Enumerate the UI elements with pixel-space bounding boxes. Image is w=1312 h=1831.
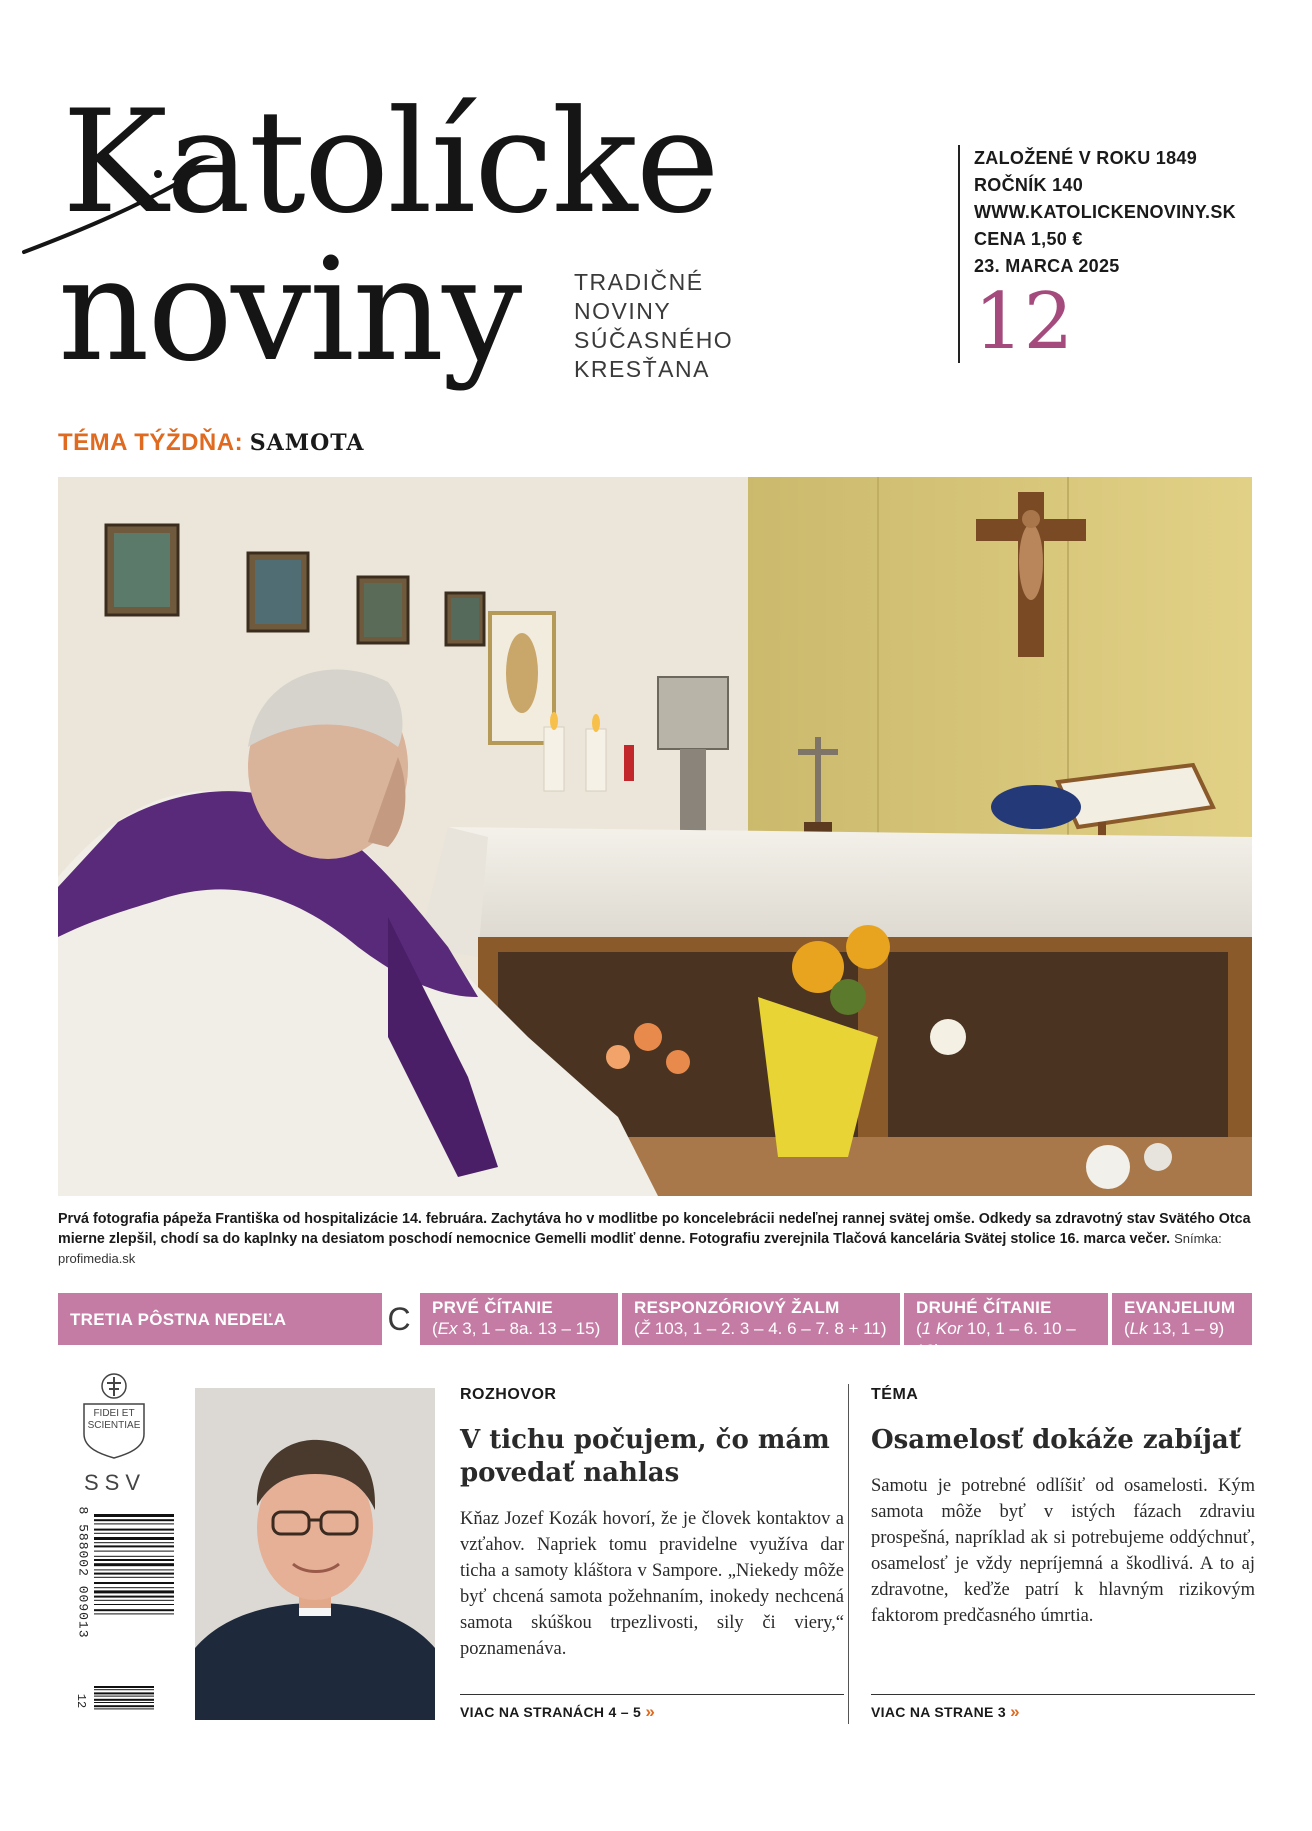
barcode-addon-bar	[94, 1702, 154, 1703]
publisher-logo-initials: SSV	[83, 1470, 147, 1495]
barcode-addon: 12	[74, 1693, 89, 1709]
liturgy-bar	[58, 1293, 1252, 1360]
reading-book: Lk	[1129, 1319, 1148, 1338]
barcode-addon-bar	[94, 1686, 154, 1688]
theme-of-week	[58, 428, 364, 458]
liturgy-reading-1	[420, 1293, 618, 1345]
barcode-number: 8 588002 009013	[75, 1506, 91, 1639]
barcode-addon-bar	[94, 1692, 154, 1694]
publisher-logo	[72, 1370, 182, 1520]
masthead-tagline	[574, 268, 802, 384]
barcode-bar	[94, 1604, 174, 1605]
tagline-line: TRADIČNÉ NOVINY	[574, 269, 704, 324]
article-interview[interactable]	[460, 1386, 844, 1726]
article-theme[interactable]	[871, 1386, 1255, 1726]
barcode-bar	[94, 1529, 174, 1531]
issue-info	[958, 145, 1288, 367]
barcode-bar	[94, 1537, 174, 1540]
barcode-bar	[94, 1545, 174, 1547]
reading-book: Ex	[437, 1319, 458, 1338]
reading-book: 1 Kor	[921, 1319, 963, 1338]
article-kicker: ROZHOVOR	[460, 1386, 557, 1403]
reading-label: RESPONZÓRIOVÝ ŽALM	[634, 1298, 840, 1317]
masthead	[22, 80, 802, 412]
article-headline[interactable]: Osamelosť dokáže zabíjať	[871, 1425, 1241, 1455]
photo-credit: Snímka: profimedia.sk	[58, 1231, 1222, 1266]
issue-price: CENA 1,50 €	[974, 229, 1083, 249]
barcode-bar	[94, 1542, 174, 1543]
barcode-bar	[94, 1600, 174, 1601]
barcode-bar	[94, 1559, 174, 1561]
barcode-bar	[94, 1563, 174, 1566]
cover-photo-illustration	[58, 477, 1252, 1196]
article-kicker: TÉMA	[871, 1386, 919, 1403]
column-divider	[848, 1384, 849, 1724]
reading-reference: (Ž 103, 1 – 2. 3 – 4. 6 – 7. 8 + 11)	[634, 1319, 887, 1338]
article-body: Kňaz Jozef Kozák hovorí, že je človek kontaktov a vzťahov. Napriek tomu pravidelne využíva dar ticha a samoty kláštora v Sampore. „Niekedy môže byť chcená samota požehnaním, inokedy nechcená samota skúškou trpezlivosti, sily či viery,“ poznamenáva.	[460, 1509, 844, 1659]
photo-caption-text: Prvá fotografia pápeža Františka od hospitalizácie 14. februára. Zachytáva ho v modlitbe po koncelebrácii nedeľnej rannej svätej omše. Odkedy sa zdravotný stav Svätého Otca mierne zlepšil, chodí sa do kaplnky na desiatom poschodí nemocnice Gemelli modliť denne. Fotografiu zverejnila Tlačová kancelária Svätej stolice 16. marca večer.	[58, 1211, 1251, 1247]
chevron-right-icon: »	[645, 1702, 656, 1721]
masthead-title-line2: noviny	[58, 228, 521, 393]
barcode-bar	[94, 1573, 174, 1575]
tagline-line: SÚČASNÉHO	[574, 327, 734, 353]
issue-volume: ROČNÍK 140	[974, 175, 1084, 195]
barcode-bar	[94, 1577, 174, 1578]
barcode-bar	[94, 1519, 174, 1521]
reading-label: DRUHÉ ČÍTANIE	[916, 1298, 1052, 1317]
barcode-bar	[94, 1551, 174, 1552]
barcode	[72, 1506, 182, 1715]
reading-ref: 13, 1 – 9)	[1147, 1319, 1225, 1338]
barcode-bar	[94, 1609, 174, 1611]
reading-ref: 103, 1 – 2. 3 – 4. 6 – 7. 8 + 11)	[650, 1319, 887, 1338]
priest-portrait	[195, 1388, 435, 1720]
cover-photo	[58, 477, 1252, 1196]
reading-book: Ž	[639, 1319, 651, 1338]
liturgy-reading-2	[622, 1293, 900, 1345]
article-more-text: VIAC NA STRANE 3	[871, 1704, 1006, 1720]
article-body: Samotu je potrebné odlíšiť od osamelosti. Kým samota môže byť v istých fázach zdraviu prospešná, napríklad ak si potrebujeme oddýchnuť, osamelosť je vždy nepríjemná a škodlivá. A to aj zdravotne, keďže patrí k hlavným rizikovým faktorom predčasného úmrtia.	[871, 1476, 1255, 1626]
masthead-title-line1: Katolícke	[62, 80, 718, 245]
barcode-bar	[94, 1514, 174, 1517]
barcode-addon-bar	[94, 1699, 154, 1701]
barcode-addon-bar	[94, 1696, 154, 1697]
photo-caption	[58, 1210, 1252, 1269]
liturgy-reading-4	[1112, 1293, 1252, 1345]
barcode-bar	[94, 1556, 174, 1557]
barcode-bar	[94, 1596, 174, 1598]
barcode-addon-bar	[94, 1689, 154, 1690]
reading-label: EVANJELIUM	[1124, 1298, 1236, 1317]
article-more-link[interactable]	[460, 1694, 844, 1722]
priest-portrait-icon	[195, 1388, 435, 1720]
barcode-bar	[94, 1582, 174, 1584]
barcode-bar	[94, 1613, 174, 1614]
liturgy-cycle: C	[382, 1293, 416, 1345]
theme-value: SAMOTA	[249, 430, 365, 456]
issue-date: 23. MARCA 2025	[974, 256, 1120, 276]
barcode-addon-bar	[94, 1705, 154, 1707]
barcode-addon-bar	[94, 1708, 154, 1709]
issue-website[interactable]: WWW.KATOLICKENOVINY.SK	[974, 202, 1236, 222]
issue-founded: ZALOŽENÉ V ROKU 1849	[974, 148, 1198, 168]
reading-reference: (Ex 3, 1 – 8a. 13 – 15)	[432, 1319, 601, 1338]
barcode-bar	[94, 1533, 174, 1534]
ssv-logo-icon	[72, 1370, 182, 1520]
liturgy-reading-3	[904, 1293, 1108, 1360]
liturgy-sunday	[58, 1293, 416, 1345]
reading-reference: (1 Kor 10, 1 – 6. 10 – 12)	[916, 1319, 1076, 1360]
theme-label: TÉMA TÝŽDŇA:	[58, 429, 244, 456]
reading-ref: 3, 1 – 8a. 13 – 15)	[457, 1319, 601, 1338]
barcode-bar	[94, 1590, 174, 1593]
barcode-bar	[94, 1587, 174, 1588]
barcode-bar	[94, 1569, 174, 1570]
tagline-line: KRESŤANA	[574, 356, 710, 382]
article-more-text: VIAC NA STRANÁCH 4 – 5	[460, 1704, 642, 1720]
publisher-logo-text: FIDEI ET SCIENTIAE	[87, 1408, 141, 1431]
reading-ref: 10, 1 – 6. 10 – 12)	[916, 1319, 1076, 1360]
reading-label: PRVÉ ČÍTANIE	[432, 1298, 554, 1317]
article-headline[interactable]: V tichu počujem, čo mám povedať nahlas	[460, 1425, 830, 1488]
article-more-link[interactable]	[871, 1694, 1255, 1722]
issue-number: 12	[974, 277, 1074, 367]
liturgy-sunday-label: TRETIA PÔSTNA NEDEĽA	[70, 1309, 287, 1329]
chevron-right-icon: »	[1010, 1702, 1020, 1721]
barcode-bar	[94, 1523, 174, 1524]
reading-reference: (Lk 13, 1 – 9)	[1124, 1319, 1225, 1338]
